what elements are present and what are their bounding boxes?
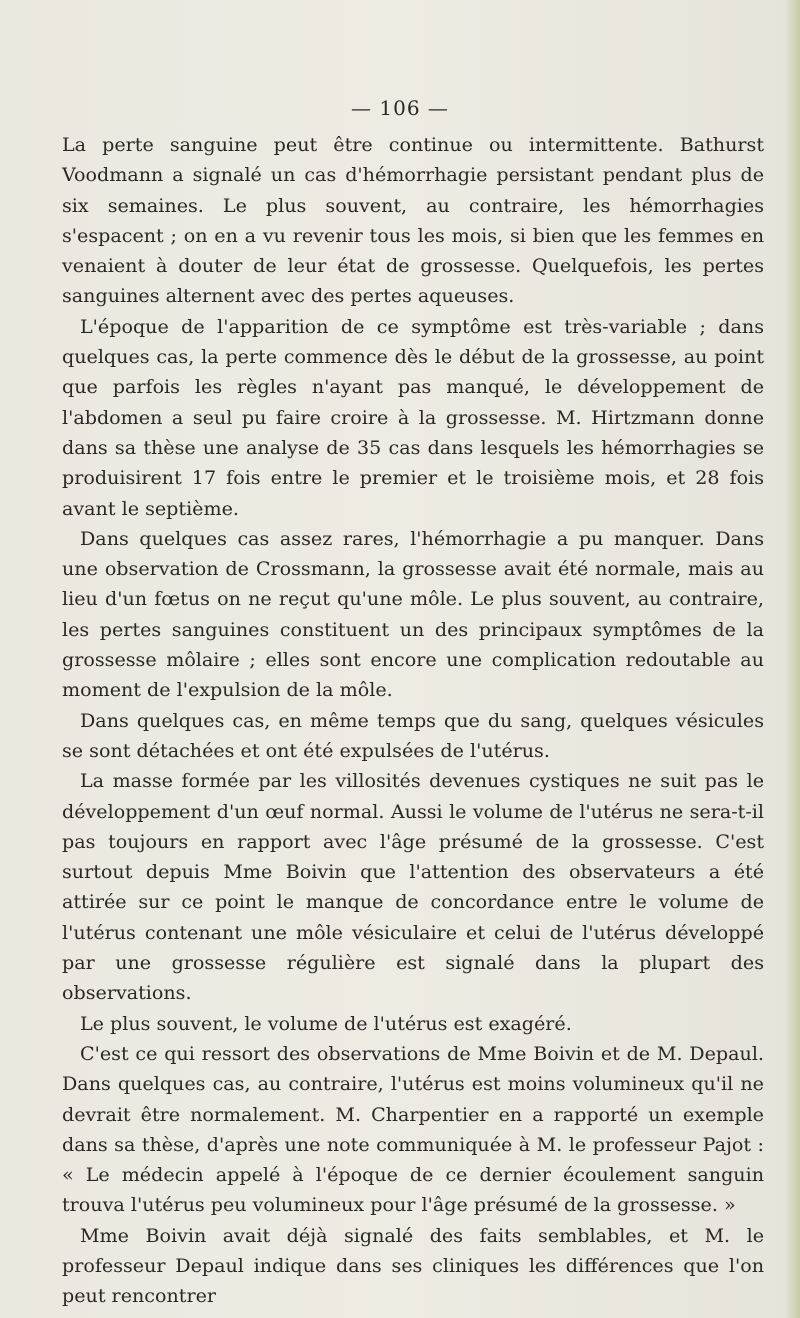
paragraph: L'époque de l'apparition de ce symptôme est très-variable ; dans quelques cas, la perte commence dès le début de la grossesse, au point que parfois les règles n'ayant pas manqué, le développement de l'abdomen a seul pu faire croire à la grossesse. M. Hirtzmann donne dans sa thèse une analyse de 35 cas dans lesquels les hémorrhagies se produisirent 17 fois entre le premier et le troisième mois, et 28 fois avant le septième. <box>62 314 764 520</box>
paragraph: La masse formée par les villosités devenues cystiques ne suit pas le développement d'un œuf normal. Aussi le volume de l'utérus ne sera-t-il pas toujours en rapport avec l'âge présumé de la grossesse. C'est surtout depuis Mme Boivin que l'attention des observateurs a été attirée sur ce point le manque de concordance entre le volume de l'utérus contenant une môle vésiculaire et celui de l'utérus développé par une grossesse régulière est signalé dans la plupart des observations. <box>62 769 764 1005</box>
paragraph: Dans quelques cas, en même temps que du sang, quelques vésicules se sont détachées et ont été expulsées de l'utérus. <box>62 708 764 762</box>
page-body <box>62 130 764 1312</box>
paragraph: Mme Boivin avait déjà signalé des faits semblables, et M. le professeur Depaul indique dans ses cliniques les différences que l'on peut rencontrer <box>62 1223 764 1308</box>
page-number: — 106 — <box>351 96 449 120</box>
paragraph: C'est ce qui ressort des observations de Mme Boivin et de M. Depaul. Dans quelques cas, au contraire, l'utérus est moins volumineux qu'il ne devrait être normalement. M. Charpentier en a rapporté un exemple dans sa thèse, d'après une note communiquée à M. le professeur Pajot : « Le médecin appelé à l'époque de ce dernier écoulement sanguin trouva l'utérus peu volumineux pour l'âge présumé de la grossesse. » <box>62 1041 764 1217</box>
page-edge-shadow <box>786 0 800 1318</box>
paragraph: Dans quelques cas assez rares, l'hémorrhagie a pu manquer. Dans une observation de Crossmann, la grossesse avait été normale, mais au lieu d'un fœtus on ne reçut qu'une môle. Le plus souvent, au contraire, les pertes sanguines constituent un des principaux symptômes de la grossesse môlaire ; elles sont encore une complication redoutable au moment de l'expulsion de la môle. <box>62 526 764 702</box>
page-header <box>0 96 800 120</box>
paragraph: La perte sanguine peut être continue ou intermittente. Bathurst Voodmann a signalé un cas d'hémorrhagie persistant pendant plus de six semaines. Le plus souvent, au contraire, les hémorrhagies s'espacent ; on en a vu revenir tous les mois, si bien que les femmes en venaient à douter de leur état de grossesse. Quelquefois, les pertes sanguines alternent avec des pertes aqueuses. <box>62 133 764 308</box>
paragraph: Le plus souvent, le volume de l'utérus est exagéré. <box>80 1011 572 1035</box>
